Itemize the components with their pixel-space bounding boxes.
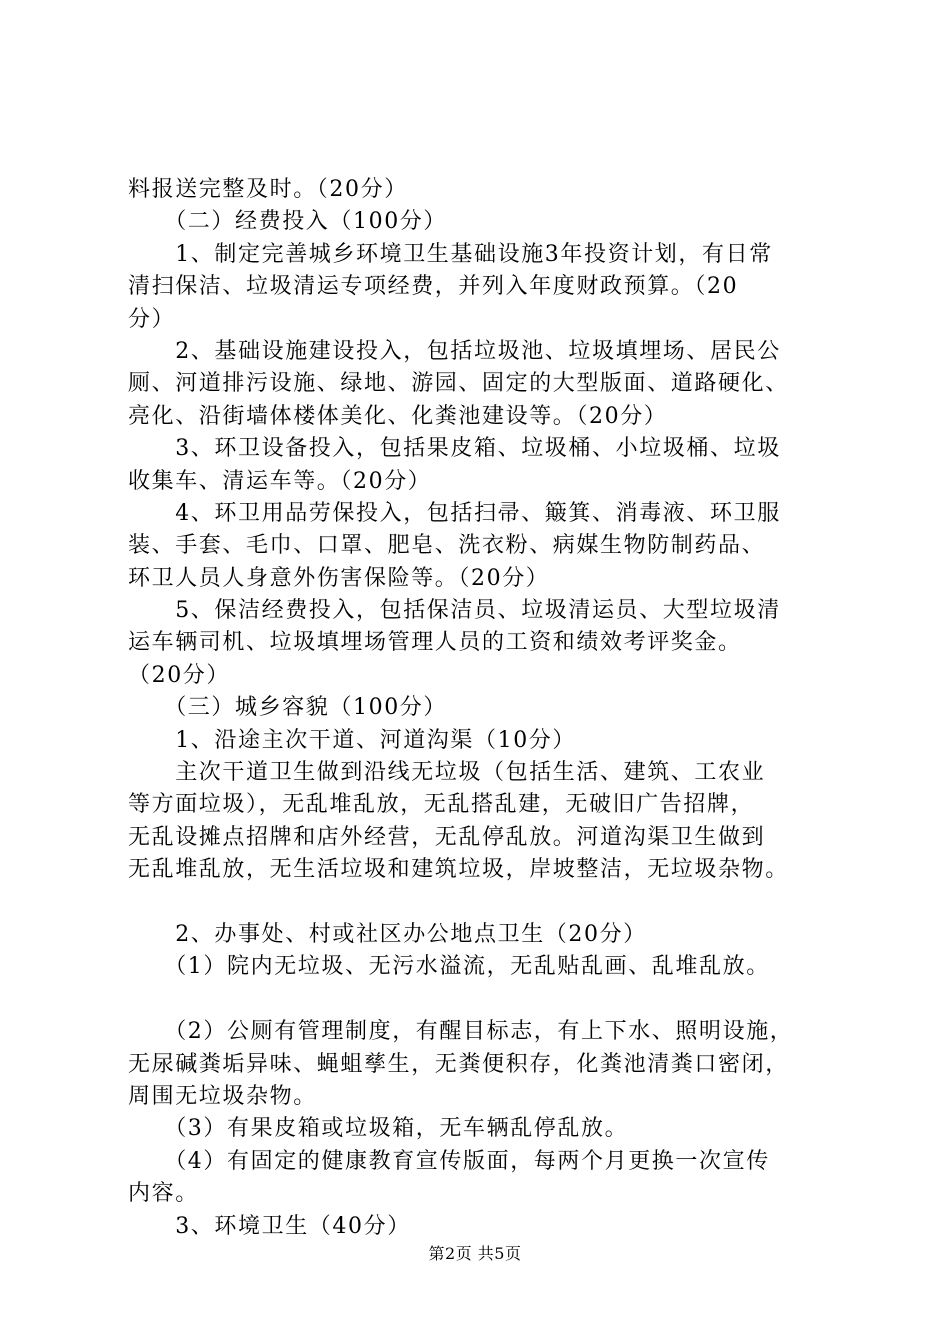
paragraph-gap [128,984,854,1016]
text-line: 环卫人员人身意外伤害保险等。（20分） [128,565,550,591]
text-line: 周围无垃圾杂物。 [128,1083,317,1109]
text-line: 无乱设摊点招牌和店外经营，无乱停乱放。河道沟渠卫生做到 [128,824,766,850]
text-line: 等方面垃圾），无乱堆乱放，无乱搭乱建，无破旧广告招牌， [128,792,755,818]
page-number-footer: 第2页 共5页 [428,1244,522,1263]
text-line: （4）有固定的健康教育宣传版面，每两个月更换一次宣传 [128,1148,770,1174]
text-line: 料报送完整及时。（20分） [128,177,408,202]
text-line: 无乱堆乱放，无生活垃圾和建筑垃圾，岸坡整洁，无垃圾杂物。 [128,857,789,883]
paragraph-gap [128,887,854,919]
text-line: （2）公厕有管理制度，有醒目标志，有上下水、照明设施， [128,1019,794,1045]
text-line: 主次干道卫生做到沿线无垃圾（包括生活、建筑、工农业 [128,760,766,786]
text-line: 1、沿途主次干道、河道沟渠（10分） [128,727,576,753]
text-line: 3、环卫设备投入，包括果皮箱、垃圾桶、小垃圾桶、垃圾 [128,436,781,462]
text-line: 运车辆司机、垃圾填埋场管理人员的工资和绩效考评奖金。 [128,630,742,656]
text-line: 4、环卫用品劳保投入，包括扫帚、簸箕、消毒液、环卫服 [128,500,781,526]
text-line: （1）院内无垃圾、无污水溢流，无乱贴乱画、乱堆乱放。 [128,954,770,980]
text-line: 3、环境卫生（40分） [128,1213,411,1239]
text-line: 厕、河道排污设施、绿地、游园、固定的大型版面、道路硬化、 [128,371,789,397]
text-line: 亮化、沿街墙体楼体美化、化粪池建设等。（20分） [128,403,668,429]
text-line: 内容。 [128,1181,199,1207]
text-line: （20分） [128,662,230,688]
text-line: 收集车、清运车等。（20分） [128,468,432,494]
text-line: 5、保洁经费投入，包括保洁员、垃圾清运员、大型垃圾清 [128,598,781,624]
text-line: （3）有果皮箱或垃圾箱，无车辆乱停乱放。 [128,1116,629,1142]
text-line: 无尿碱粪垢异味、蝇蛆孳生，无粪便积存，化粪池清粪口密闭， [128,1051,789,1077]
text-line: 1、制定完善城乡环境卫生基础设施3年投资计划，有日常 [128,241,773,267]
section-heading: （二）经费投入（100分） [128,209,447,235]
text-line: 装、手套、毛巾、口罩、肥皂、洗衣粉、病媒生物防制药品、 [128,533,766,559]
text-line: 2、办事处、村或社区办公地点卫生（20分） [128,921,647,947]
section-heading: （三）城乡容貌（100分） [128,695,447,721]
document-body [128,174,854,1243]
text-line: 清扫保洁、垃圾清运专项经费，并列入年度财政预算。（20 [128,274,739,300]
text-line: 分） [128,306,176,332]
text-line: 2、基础设施建设投入，包括垃圾池、垃圾填埋场、居民公 [128,338,781,364]
